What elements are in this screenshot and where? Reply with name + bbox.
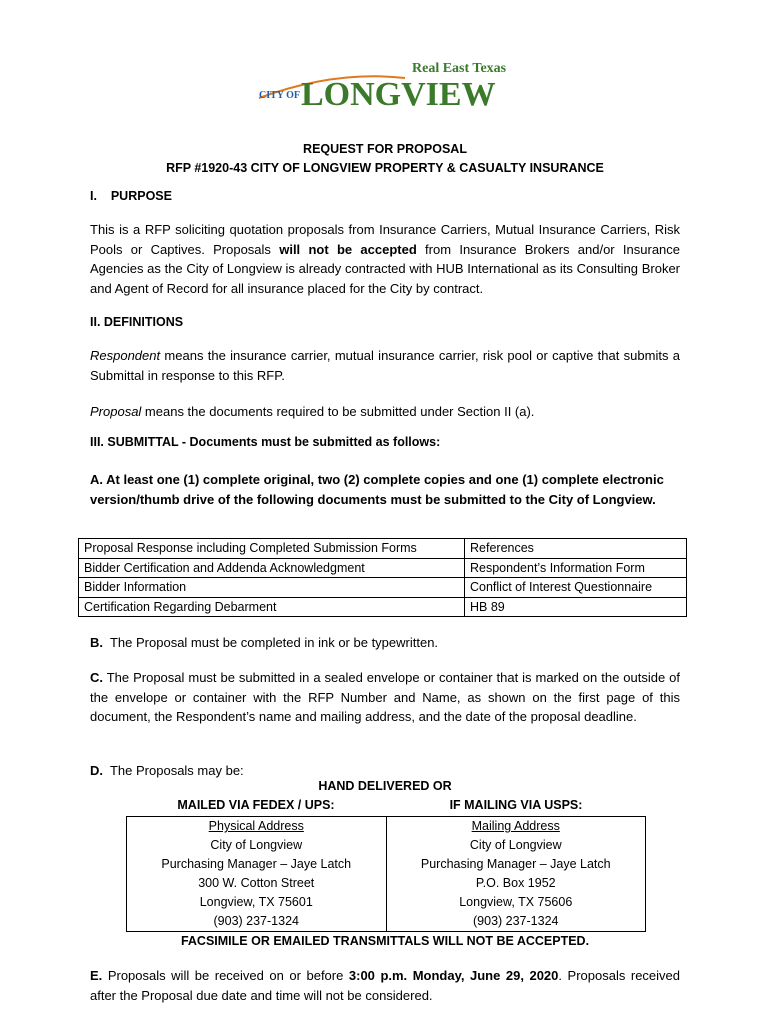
submittal-b: [90, 633, 680, 653]
e-text-b: . Proposals received after the Proposal due date and time will not be considered.: [90, 968, 681, 1003]
address-table: [126, 816, 646, 932]
logo-city-of: CITY OF: [259, 90, 301, 101]
physical-address-title: Physical Address: [208, 819, 304, 833]
mailing-address-line: P.O. Box 1952: [475, 876, 556, 890]
definitions-heading: II. DEFINITIONS: [90, 315, 184, 329]
purpose-heading: I. PURPOSE: [90, 189, 172, 203]
respondent-text: means the insurance carrier, mutual insurance carrier, risk pool or captive that submits a Submittal in response to this RFP.: [90, 348, 680, 383]
logo-name: LONGVIEW: [301, 76, 496, 113]
table-cell: Respondent’s Information Form: [465, 558, 687, 578]
physical-address-line: Purchasing Manager – Jaye Latch: [161, 857, 352, 871]
mailing-address-line: Purchasing Manager – Jaye Latch: [420, 857, 611, 871]
table-cell: Bidder Certification and Addenda Acknowledgment: [79, 558, 465, 578]
c-label: C.: [90, 670, 103, 685]
respondent-definition: [90, 346, 680, 385]
respondent-term: Respondent: [90, 348, 161, 363]
title-line-2: RFP #1920-43 CITY OF LONGVIEW PROPERTY & CASUALTY INSURANCE: [166, 161, 604, 175]
e-text-a: Proposals will be received on or before: [102, 968, 349, 983]
physical-address-line: City of Longview: [210, 838, 303, 852]
table-row: [79, 558, 687, 578]
table-cell: Bidder Information: [79, 578, 465, 598]
physical-address-cell: [127, 817, 387, 932]
submittal-d: [90, 761, 680, 781]
submittal-e: [90, 966, 680, 1005]
proposal-term: Proposal: [90, 404, 142, 419]
b-label: B.: [90, 635, 103, 650]
purpose-text-a: This is a RFP soliciting quotation proposals from Insurance Carriers, Mutual Insurance Carriers, Risk Pools or Captives. Proposals: [90, 222, 680, 257]
mailing-usps-heading: IF MAILING VIA USPS:: [449, 798, 583, 812]
purpose-paragraph: [90, 220, 680, 298]
mailing-address-cell: [386, 817, 646, 932]
table-row: [79, 539, 687, 559]
submittal-heading: III. SUBMITTAL - Documents must be submitted as follows:: [90, 435, 441, 449]
table-row: [79, 597, 687, 617]
table-cell: Certification Regarding Debarment: [79, 597, 465, 617]
mailing-address-line: City of Longview: [469, 838, 562, 852]
mailed-fedex-heading: MAILED VIA FEDEX / UPS:: [177, 798, 335, 812]
mailing-address-title: Mailing Address: [471, 819, 560, 833]
table-row: [127, 817, 646, 932]
e-label: E.: [90, 968, 103, 983]
physical-address-line: 300 W. Cotton Street: [198, 876, 315, 890]
required-documents-table: [78, 538, 687, 617]
logo-tagline: Real East Texas: [412, 61, 507, 76]
proposal-definition: [90, 402, 680, 422]
mailing-address-line: Longview, TX 75606: [459, 895, 573, 909]
mailing-address-line: (903) 237-1324: [473, 914, 559, 928]
physical-address-line: (903) 237-1324: [213, 914, 299, 928]
e-deadline: 3:00 p.m. Monday, June 29, 2020: [348, 968, 559, 983]
table-cell: Conflict of Interest Questionnaire: [465, 578, 687, 598]
purpose-text-b: from Insurance Brokers and/or Insurance Agencies as the City of Longview is already contracted with HUB International as its Consulting Broker and Agent of Record for all insurance placed for the City by contract.: [90, 241, 681, 296]
proposal-text: means the documents required to be submitted under Section II (a).: [141, 404, 535, 419]
d-label: D.: [90, 763, 103, 778]
submittal-c: [90, 668, 680, 727]
physical-address-line: Longview, TX 75601: [199, 895, 313, 909]
title-line-1: REQUEST FOR PROPOSAL: [303, 142, 467, 156]
table-row: [79, 578, 687, 598]
table-cell: References: [465, 539, 687, 559]
no-fax-notice: FACSIMILE OR EMAILED TRANSMITTALS WILL NOT BE ACCEPTED.: [180, 934, 590, 948]
submittal-a: A. At least one (1) complete original, two (2) complete copies and one (1) complete electronic version/thumb drive of the following documents must be submitted to the City of Longview.: [90, 472, 664, 507]
table-cell: Proposal Response including Completed Submission Forms: [79, 539, 465, 559]
d-text: The Proposals may be:: [103, 763, 244, 778]
b-text: The Proposal must be completed in ink or be typewritten.: [103, 635, 439, 650]
table-cell: HB 89: [465, 597, 687, 617]
city-logo: [255, 58, 515, 118]
c-text: The Proposal must be submitted in a sealed envelope or container that is marked on the outside of the envelope or container with the RFP Number and Name, as shown on the first page of this document, the Respondent’s name and mailing address, and the date of the proposal deadline.: [90, 670, 680, 725]
hand-delivered-heading: HAND DELIVERED OR: [318, 779, 452, 793]
purpose-text-bold: will not be accepted: [279, 241, 417, 257]
